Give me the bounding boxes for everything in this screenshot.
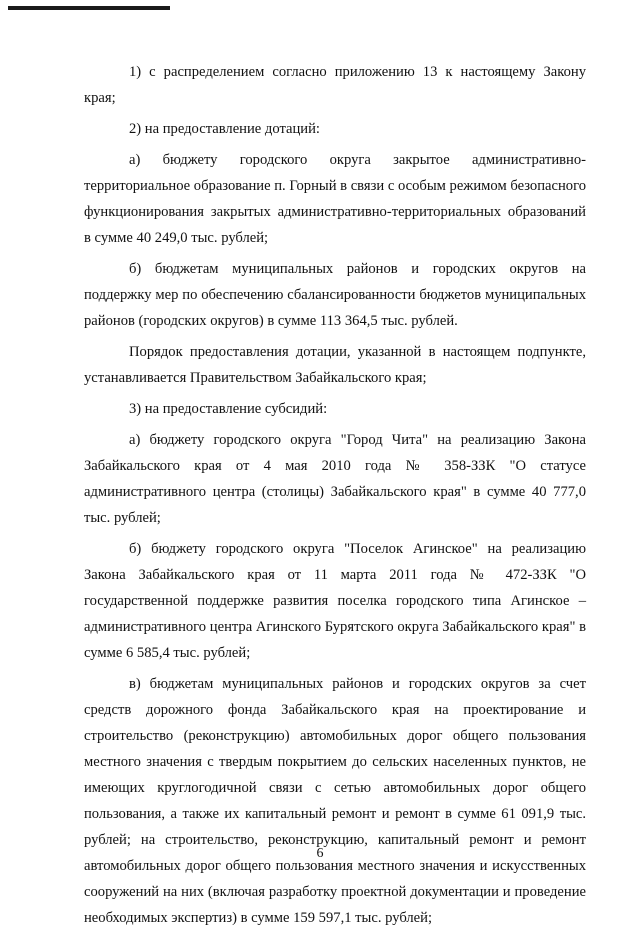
paragraph-7: а) бюджету городского округа "Город Чита" на реализацию Закона Забайкальского края от 4 мая 2010 года № 358-ЗЗК "О статусе административного центра (столицы) Забайкальского края" в сумме 40 777,0 тыс. рублей; (84, 432, 586, 526)
paragraph-1: 1) с распределением согласно приложению 13 к настоящему Закону края; (84, 64, 586, 106)
paragraph-3: а) бюджету городского округа закрытое административно-территориальное образование п. Горный в связи с особым режимом безопасного функционирования закрытых административно-территориальных образований в сумме 40 249,0 тыс. рублей; (84, 152, 586, 246)
paragraph-2: 2) на предоставление дотаций: (129, 121, 320, 137)
top-rule (8, 6, 170, 10)
paragraph-6: 3) на предоставление субсидий: (129, 401, 328, 417)
paragraph-8: б) бюджету городского округа "Поселок Агинское" на реализацию Закона Забайкальского края от 11 марта 2011 года № 472-ЗЗК "О государственной поддержке развития поселка городского типа Агинское – административного центра Агинского Бурятского округа Забайкальского края" в сумме 6 585,4 тыс. рублей; (84, 541, 586, 661)
page-body (84, 59, 586, 936)
page-number: 6 (316, 846, 324, 861)
paragraph-9: в) бюджетам муниципальных районов и городских округов за счет средств дорожного фонда Забайкальского края на проектирование и строительство (реконструкцию) автомобильных дорог общего пользования местного значения с твердым покрытием до сельских населенных пунктов, не имеющих круглогодичной связи с сетью автомобильных дорог общего пользования, а также их капитальный ремонт и ремонт в сумме 61 091,9 тыс. рублей; на строительство, реконструкцию, капитальный ремонт и ремонт автомобильных дорог общего пользования местного значения и искусственных сооружений на них (включая разработку проектной документации и проведение необходимых экспертиз) в сумме 159 597,1 тыс. рублей; (84, 676, 586, 926)
paragraph-5: Порядок предоставления дотации, указанной в настоящем подпункте, устанавливается Правительством Забайкальского края; (84, 344, 586, 386)
paragraph-4: б) бюджетам муниципальных районов и городских округов на поддержку мер по обеспечению сбалансированности бюджетов муниципальных районов (городских округов) в сумме 113 364,5 тыс. рублей. (84, 261, 586, 329)
